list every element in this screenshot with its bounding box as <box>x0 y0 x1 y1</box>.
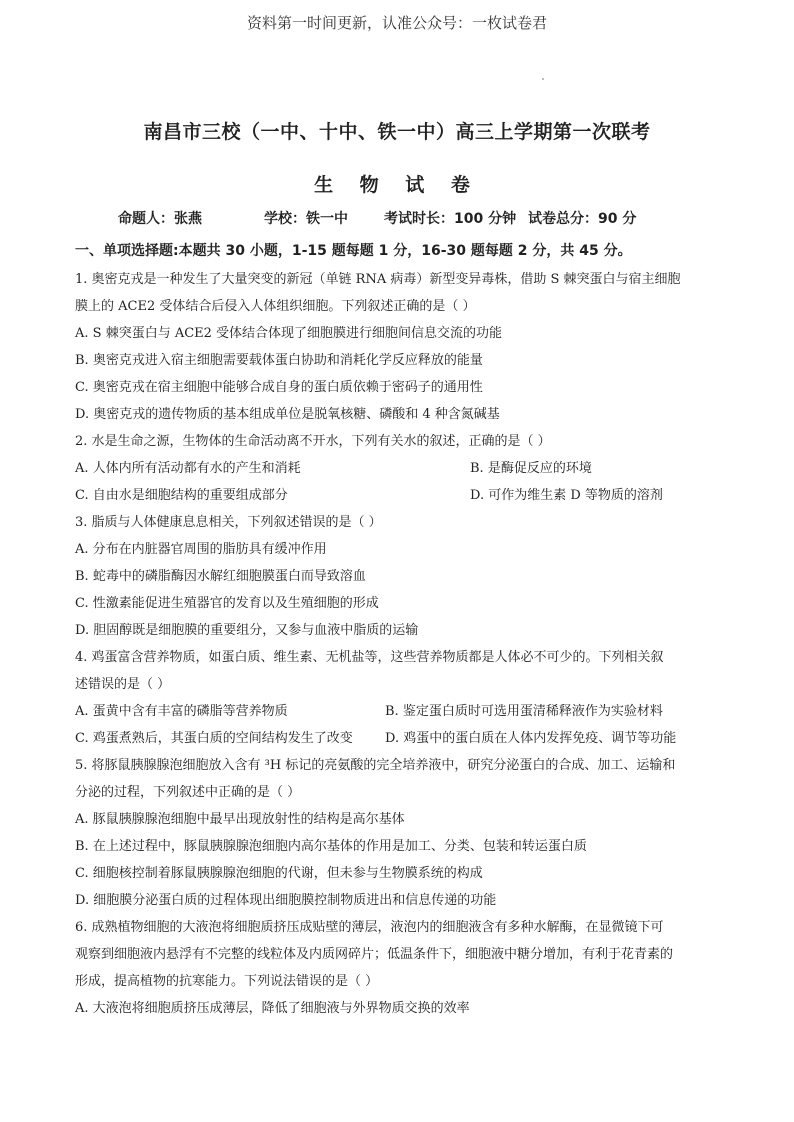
q5-option-a: A. 豚鼠胰腺腺泡细胞中最早出现放射性的结构是高尔基体 <box>75 812 405 827</box>
q4-options-row1 <box>75 698 725 725</box>
q2-stem: 2. 水是生命之源，生物体的生命活动离不开水，下列有关水的叙述，正确的是（ ） <box>75 434 551 449</box>
q4-option-d: D. 鸡蛋中的蛋白质在人体内发挥免疫、调节等功能 <box>385 731 677 746</box>
q3-stem: 3. 脂质与人体健康息息相关，下列叙述错误的是（ ） <box>75 515 382 530</box>
q3-option-a: A. 分布在内脏器官周围的脂肪具有缓冲作用 <box>75 542 327 557</box>
question-list <box>75 266 725 1022</box>
q4-option-c: C. 鸡蛋煮熟后，其蛋白质的空间结构发生了改变 <box>75 731 353 746</box>
q1-stem-line2: 膜上的 ACE2 受体结合后侵入人体组织细胞。下列叙述正确的是（ ） <box>75 299 476 314</box>
q2-option-c: C. 自由水是细胞结构的重要组成部分 <box>75 488 288 503</box>
q4-options-row2 <box>75 725 725 752</box>
q3-option-b: B. 蛇毒中的磷脂酶因水解红细胞膜蛋白而导致溶血 <box>75 569 366 584</box>
q6-stem-line1: 6. 成熟植物细胞的大液泡将细胞质挤压成贴壁的薄层，液泡内的细胞液含有多种水解酶，在显微镜下可 <box>75 920 664 935</box>
q4-option-b: B. 鉴定蛋白质时可选用蛋清稀释液作为实验材料 <box>385 704 663 719</box>
q5-stem-line2: 分泌的过程，下列叙述中正确的是（ ） <box>75 785 301 800</box>
q1-option-a: A. S 棘突蛋白与 ACE2 受体结合体现了细胞膜进行细胞间信息交流的功能 <box>75 326 503 341</box>
q5-option-d: D. 细胞膜分泌蛋白质的过程体现出细胞膜控制物质进出和信息传递的功能 <box>75 893 497 908</box>
q3-option-c: C. 性激素能促进生殖器官的发育以及生殖细胞的形成 <box>75 596 379 611</box>
q2-options-row1 <box>75 455 725 482</box>
q4-stem-line2: 述错误的是（ ） <box>75 677 171 692</box>
q4-option-a: A. 蛋黄中含有丰富的磷脂等营养物质 <box>75 704 288 719</box>
q1-stem-line1: 1. 奥密克戎是一种发生了大量突变的新冠（单链 RNA 病毒）新型变异毒株，借助 S 棘突蛋白与宿主细胞 <box>75 272 681 287</box>
q2-option-b: B. 是酶促反应的环境 <box>470 461 592 476</box>
q6-stem-line2: 观察到细胞液内悬浮有不完整的线粒体及内质网碎片；低温条件下，细胞液中糖分增加，有利于花青素的 <box>75 947 674 962</box>
author-info: 命题人：张燕 <box>118 211 202 227</box>
q2-option-a: A. 人体内所有活动都有水的产生和消耗 <box>75 461 301 476</box>
q5-option-b: B. 在上述过程中，豚鼠胰腺腺泡细胞内高尔基体的作用是加工、分类、包装和转运蛋白质 <box>75 839 587 854</box>
q3-option-d: D. 胆固醇既是细胞膜的重要组分，又参与血液中脂质的运输 <box>75 623 419 638</box>
stray-dot <box>542 78 544 80</box>
total-score-info: 试卷总分：90 分 <box>528 211 637 227</box>
header-note: 资料第一时间更新，认准公众号：一枚试卷君 <box>246 14 547 32</box>
q6-option-a: A. 大液泡将细胞质挤压成薄层，降低了细胞液与外界物质交换的效率 <box>75 1001 470 1016</box>
q4-stem-line1: 4. 鸡蛋富含营养物质，如蛋白质、维生素、无机盐等，这些营养物质都是人体必不可少的。下列相关叙 <box>75 650 664 665</box>
q6-stem-line3: 形成，提高植物的抗寒能力。下列说法错误的是（ ） <box>75 974 379 989</box>
q2-options-row2 <box>75 482 725 509</box>
exam-subtitle: 生 物 试 卷 <box>314 174 480 196</box>
q1-option-b: B. 奥密克戎进入宿主细胞需要载体蛋白协助和消耗化学反应释放的能量 <box>75 353 483 368</box>
q1-option-d: D. 奥密克戎的遗传物质的基本组成单位是脱氧核糖、磷酸和 4 种含氮碱基 <box>75 407 500 422</box>
exam-title: 南昌市三校（一中、十中、铁一中）高三上学期第一次联考 <box>143 121 651 143</box>
q5-stem-line1: 5. 将豚鼠胰腺腺泡细胞放入含有 ³H 标记的亮氨酸的完全培养液中，研究分泌蛋白的合成、加工、运输和 <box>75 758 676 773</box>
duration-info: 考试时长：100 分钟 <box>384 211 517 227</box>
section-heading: 一、单项选择题:本题共 30 小题，1-15 题每题 1 分，16-30 题每题 2 分，共 45 分。 <box>75 243 632 259</box>
q1-option-c: C. 奥密克戎在宿主细胞中能够合成自身的蛋白质依赖于密码子的通用性 <box>75 380 483 395</box>
q2-option-d: D. 可作为维生素 D 等物质的溶剂 <box>470 488 663 503</box>
school-info: 学校：铁一中 <box>264 211 348 227</box>
q5-option-c: C. 细胞核控制着豚鼠胰腺腺泡细胞的代谢，但未参与生物膜系统的构成 <box>75 866 483 881</box>
